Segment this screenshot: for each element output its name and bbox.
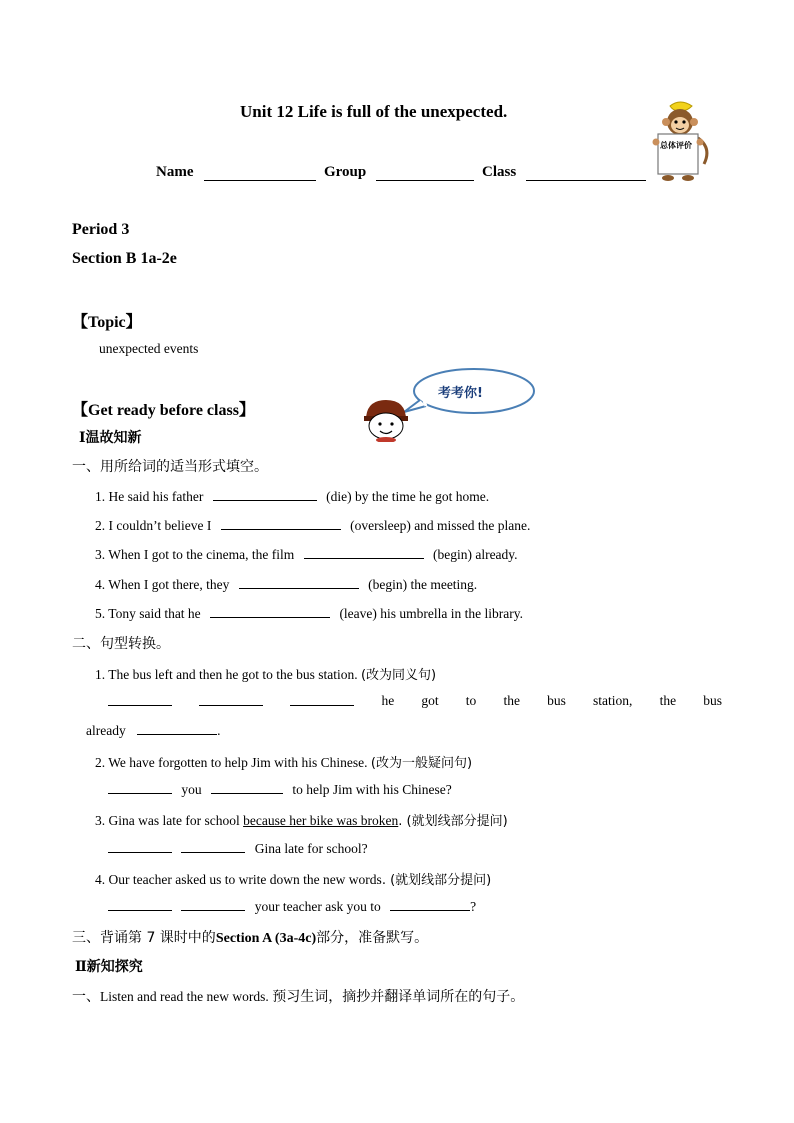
answer-blank[interactable] <box>137 722 217 735</box>
answer-blank[interactable] <box>221 517 341 530</box>
ex2-q3-answer: Gina late for school? <box>108 840 368 857</box>
ex2-title: 二、句型转换。 <box>72 636 170 652</box>
answer-blank[interactable] <box>213 488 317 501</box>
ex1-item: 4. When I got there, they (begin) the meeting. <box>95 577 478 592</box>
ex2-q4-prompt: 4. Our teacher asked us to write down the new words. (就划线部分提问) <box>95 872 492 888</box>
ex1-title: 一、用所给词的适当形式填空。 <box>72 459 268 475</box>
ex2-q3-prompt: 3. Gina was late for school because her bike was broken. (就划线部分提问) <box>95 813 508 829</box>
group-field[interactable] <box>376 168 474 181</box>
ex2-q4-answer: your teacher ask you to ? <box>108 898 476 915</box>
answer-blank[interactable] <box>211 781 283 794</box>
section-heading: Section B 1a-2e <box>72 250 177 267</box>
class-label: Class <box>482 164 517 180</box>
ex2-q1-line1: he got to the bus station, the bus <box>108 693 722 709</box>
name-field[interactable] <box>204 168 316 181</box>
name-label: Name <box>156 164 194 180</box>
bubble-text: 考考你! <box>438 386 483 401</box>
class-field[interactable] <box>526 168 646 181</box>
answer-blank[interactable] <box>390 898 470 911</box>
ex1-item: 3. When I got to the cinema, the film (begin) already. <box>95 547 518 562</box>
ex1-item: 2. I couldn’t believe I (oversleep) and missed the plane. <box>95 518 531 533</box>
topic-text: unexpected events <box>99 341 199 356</box>
ex2-q2-prompt: 2. We have forgotten to help Jim with his Chinese. (改为一般疑问句) <box>95 755 473 771</box>
answer-blank[interactable] <box>304 546 424 559</box>
ex2-q1-line2: already . <box>86 723 221 738</box>
part2-ex1-instruction: 一、Listen and read the new words. 预习生词，摘抄并翻译单词所在的句子。 <box>72 989 525 1005</box>
answer-blank[interactable] <box>108 781 172 794</box>
ex2-q1-prompt: 1. The bus left and then he got to the bus station. (改为同义句) <box>95 667 437 683</box>
page-title: Unit 12 Life is full of the unexpected. <box>240 102 508 121</box>
ex3-instruction: 三、背诵第 7 课时中的Section A (3a-4c)部分，准备默写。 <box>72 930 429 946</box>
answer-blank[interactable] <box>108 693 172 706</box>
period-heading: Period 3 <box>72 221 130 238</box>
answer-blank[interactable] <box>290 693 354 706</box>
answer-blank[interactable] <box>181 898 245 911</box>
get-ready-heading: 【Get ready before class】 <box>72 402 255 419</box>
answer-blank[interactable] <box>108 898 172 911</box>
group-label: Group <box>324 164 367 180</box>
topic-heading: 【Topic】 <box>72 314 142 331</box>
answer-blank[interactable] <box>199 693 263 706</box>
kid-face-icon <box>360 398 412 442</box>
ex1-item: 1. He said his father (die) by the time he got home. <box>95 489 490 504</box>
part1-title: Ⅰ温故知新 <box>79 430 142 446</box>
ex2-q2-answer: you to help Jim with his Chinese? <box>108 781 452 798</box>
answer-blank[interactable] <box>239 576 359 589</box>
badge-label: 总体评价 <box>660 141 692 150</box>
part2-title: Ⅱ新知探究 <box>75 959 143 975</box>
answer-blank[interactable] <box>108 840 172 853</box>
answer-blank[interactable] <box>210 605 330 618</box>
ex1-item: 5. Tony said that he (leave) his umbrella in the library. <box>95 606 523 621</box>
answer-blank[interactable] <box>181 840 245 853</box>
